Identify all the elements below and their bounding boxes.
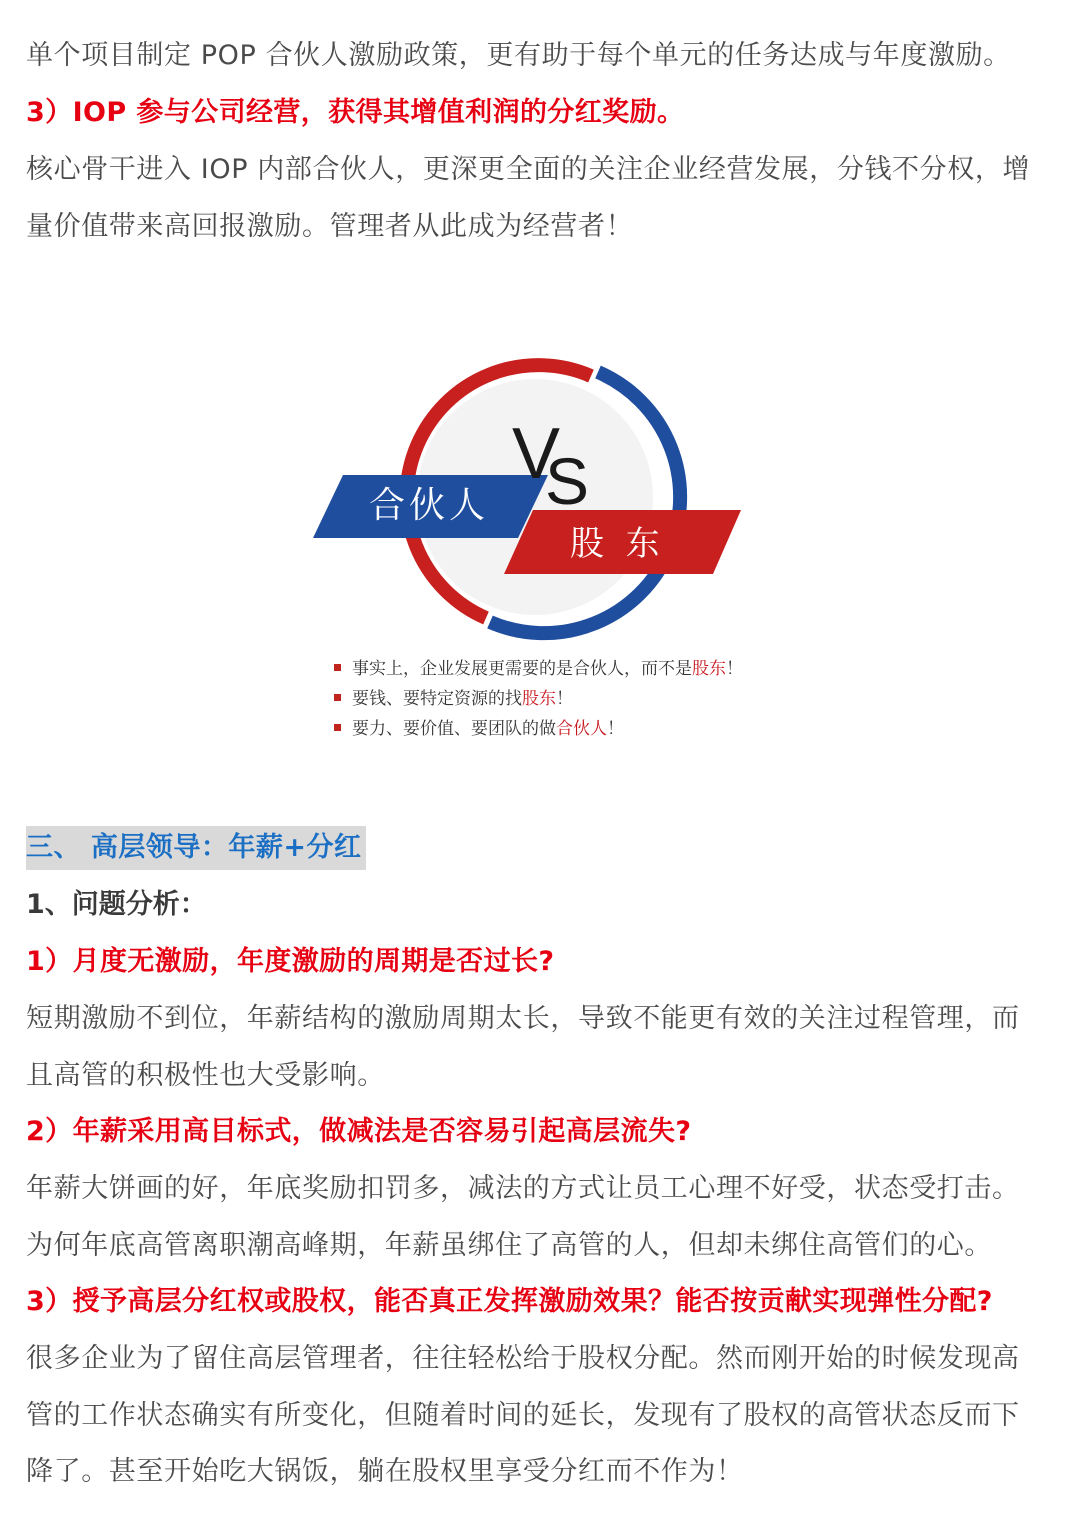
answer-3-line1: 很多企业为了留住高层管理者，往往轻松给于股权分配。然而刚开始的时候发现高 xyxy=(26,1343,1020,1374)
partner-label: 合伙人 xyxy=(369,485,490,526)
heading-iop: 3）IOP 参与公司经营，获得其增值利润的分红奖励。 xyxy=(26,97,685,128)
vs-letter-v: V xyxy=(512,414,561,494)
answer-3-line2: 管的工作状态确实有所变化，但随着时间的延长，发现有了股权的高管状态反而下 xyxy=(26,1400,1020,1431)
vs-letter-s: S xyxy=(545,444,590,518)
bullet-item: 要力、要价值、要团队的做合伙人！ xyxy=(334,714,834,744)
figure-bullet-list xyxy=(334,654,834,744)
bullet-item: 要钱、要特定资源的找股东！ xyxy=(334,684,834,714)
answer-3-line3: 降了。甚至开始吃大锅饭，躺在股权里享受分红而不作为！ xyxy=(26,1456,744,1487)
question-1: 1）月度无激励，年度激励的周期是否过长? xyxy=(26,946,555,977)
section-heading-senior-leadership: 三、 高层领导：年薪+分红 xyxy=(26,826,366,870)
partner-vs-shareholder-figure xyxy=(0,350,1080,650)
bullet-square-icon xyxy=(334,724,341,731)
vs-graphic xyxy=(0,350,1080,650)
paragraph-iop-line1: 核心骨干进入 IOP 内部合伙人，更深更全面的关注企业经营发展，分钱不分权，增 xyxy=(26,154,1031,185)
question-2: 2）年薪采用高目标式，做减法是否容易引起高层流失? xyxy=(26,1116,692,1147)
paragraph-iop-line2: 量价值带来高回报激励。管理者从此成为经营者！ xyxy=(26,211,634,242)
answer-2-line2: 为何年底高管离职潮高峰期，年薪虽绑住了高管的人，但却未绑住高管们的心。 xyxy=(26,1230,992,1261)
answer-1-line2: 且高管的积极性也大受影响。 xyxy=(26,1060,385,1091)
heading-problem-analysis: 1、问题分析： xyxy=(26,889,207,920)
question-3: 3）授予高层分红权或股权，能否真正发挥激励效果？能否按贡献实现弹性分配? xyxy=(26,1286,993,1317)
bullet-square-icon xyxy=(334,694,341,701)
paragraph-pop-policy: 单个项目制定 POP 合伙人激励政策，更有助于每个单元的任务达成与年度激励。 xyxy=(26,40,1011,71)
shareholder-label: 股 东 xyxy=(570,524,660,564)
answer-2-line1: 年薪大饼画的好，年底奖励扣罚多，减法的方式让员工心理不好受，状态受打击。 xyxy=(26,1173,1020,1204)
answer-1-line1: 短期激励不到位，年薪结构的激励周期太长，导致不能更有效的关注过程管理，而 xyxy=(26,1003,1020,1034)
bullet-item: 事实上，企业发展更需要的是合伙人，而不是股东！ xyxy=(334,654,834,684)
bullet-square-icon xyxy=(334,664,341,671)
